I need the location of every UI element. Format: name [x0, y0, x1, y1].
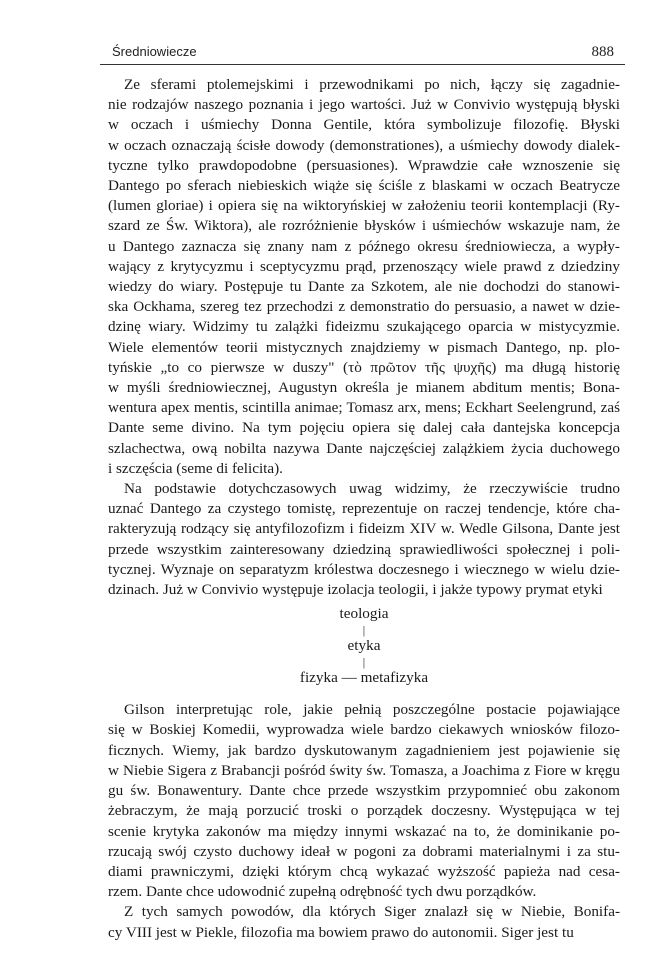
text-line: Na podstawie dotychczasowych uwag widzimy, że rzeczywiście trudno — [124, 480, 620, 498]
text-line: scenie krytyka zakonów ma między innymi wskazać na to, że dominikanie po- — [108, 822, 620, 840]
text-line: wiedzy do wiary. Postępuje tu Dante za Szkotem, ale nie dochodzi do stanowi- — [108, 278, 620, 296]
text-line: uznać Dantego za czystego tomistę, reprezentuje on raczej tendencje, które cha- — [108, 500, 620, 518]
text-line: Z tych samych powodów, dla których Siger znalazł się w Niebie, Bonifa- — [124, 903, 620, 921]
text-line: tycznej. Wyznaje on separatyzm królestwa doczesnego i wiecznego w wielu dzie- — [108, 560, 620, 578]
paragraph-4 — [108, 902, 620, 942]
text-line: szard ze Św. Wiktora), ale rozróżnienie błysków i uśmiechów wskazuje nam, że — [108, 217, 620, 235]
hierarchy-diagram — [108, 604, 620, 688]
text-line: w oczach oznaczają ścisłe dowody (demonstrationes), a uśmiechy dowody dialek- — [108, 136, 620, 154]
body-text — [108, 75, 620, 943]
paragraph-2 — [108, 479, 620, 600]
text-line: dzinach. Już w Convivio występuje izolacja teologii, i jakże typowy prymat etyki — [108, 581, 603, 599]
text-line: ficznych. Wiemy, jak bardzo dyskutowanym zagadnieniem jest pojawienie się — [108, 741, 620, 759]
text-line: rzem. Dante chce udowodnić zupełną odrębność tych dwu porządków. — [108, 883, 537, 901]
header-rule — [100, 64, 625, 65]
text-line: w myśli średniowiecznej, Augustyn określa je mianem abditum mentis; Bona- — [108, 379, 620, 397]
text-line: przede wszystkim zainteresowany dziedziną sprawiedliwości społecznej i poli- — [108, 540, 620, 558]
running-title: Średniowiecze — [112, 44, 197, 59]
text-line: dzinę wiary. Widzimy tu zalążki fideizmu szukającego oparcia w mistycyzmie. — [108, 318, 620, 336]
text-line: Dantego po sferach niebieskich wiąże się ściśle z blaskami w oczach Beatrycze — [108, 177, 620, 195]
text-line: szlachectwa, ową nobilta nazywa Dante najczęściej zalążkiem życia duchowego — [108, 439, 620, 457]
page-number: 888 — [591, 44, 614, 60]
diagram-bottom: fizyka — metafizyka — [299, 669, 429, 687]
text-line: rzucają swój czysto duchowy ideał w pogoni za dobrami materialnymi i za stu- — [108, 842, 620, 860]
diagram-separator: | — [362, 623, 366, 638]
text-line: diami prawniczymi, dzięki którym chcą wykazać wyższość papieża nad cesa- — [108, 862, 620, 880]
text-line: wający z krytycyzmu i sceptycyzmu prąd, przenoszący wiele prawd z dziedziny — [108, 257, 620, 275]
diagram-middle: etyka — [347, 637, 381, 655]
text-line: Dante seme divino. Na tym pojęciu opiera się dalej cała dantejska koncepcja — [108, 419, 620, 437]
text-line: tyńskie „to co pierwsze w duszy" (τὸ πρῶτον τῆς ψυχῆς) ma długą historię — [108, 358, 620, 376]
paragraph-1 — [108, 75, 620, 479]
text-line: ska Ockhama, szereg tez przechodzi z demonstratio do persuasio, a nawet w dzie- — [108, 298, 620, 316]
text-line: się w Boskiej Komedii, wyprowadza wiele bardzo ciekawych wniosków filozo- — [108, 721, 620, 739]
text-line: rakteryzują rodzący się antyfilozofizm i fideizm XIV w. Wedle Gilsona, Dante jest — [108, 520, 620, 538]
text-line: w Niebie Sigera z Brabancji pośród świty św. Tomasza, a Joachima z Fiore w kręgu — [108, 761, 620, 779]
text-line: Gilson interpretując role, jakie pełnią poszczególne postacie pojawiające — [124, 701, 620, 719]
text-line: u Dantego zaznacza się znany nam z późnego okresu średniowiecza, a wypły- — [108, 237, 620, 255]
text-line: w oczach i uśmiechy Donna Gentile, która symbolizuje filozofię. Błyski — [108, 116, 620, 134]
text-line: i szczęścia (seme di felicita). — [108, 459, 283, 477]
text-line: nie rodzajów naszego poznania i jego wartości. Już w Convivio występują błyski — [108, 96, 620, 114]
text-line: Ze sferami ptolemejskimi i przewodnikami po nich, łączy się zagadnie- — [124, 76, 620, 93]
text-line: gu św. Bonawentury. Dante chce przede wszystkim przypomnieć obu zakonom — [108, 782, 620, 800]
text-line: żebraczym, że mają porzucić troski o porządek doczesny. Występująca w tej — [108, 802, 620, 820]
text-line: tyczne tylko prawdopodobne (persuasiones). Wprawdzie całe wznoszenie się — [108, 156, 620, 174]
running-head — [112, 44, 616, 59]
text-line: wentura apex mentis, scintilla animae; Tomasz arx, mens; Eckhart Seelengrund, zaś — [108, 399, 620, 417]
text-line: (lumen gloriae) i opiera się na wiktoryńskiej w założeniu teorii kontemplacji (Ry- — [108, 197, 620, 215]
text-line: Wiele elementów teorii mistycznych znajdziemy w pismach Dantego, np. plo- — [108, 338, 620, 356]
diagram-separator: | — [362, 655, 366, 670]
paragraph-3 — [108, 700, 620, 902]
text-line: cy VIII jest w Piekle, filozofia ma bowiem prawo do autonomii. Siger jest tu — [108, 923, 574, 941]
diagram-top: teologia — [339, 605, 389, 623]
